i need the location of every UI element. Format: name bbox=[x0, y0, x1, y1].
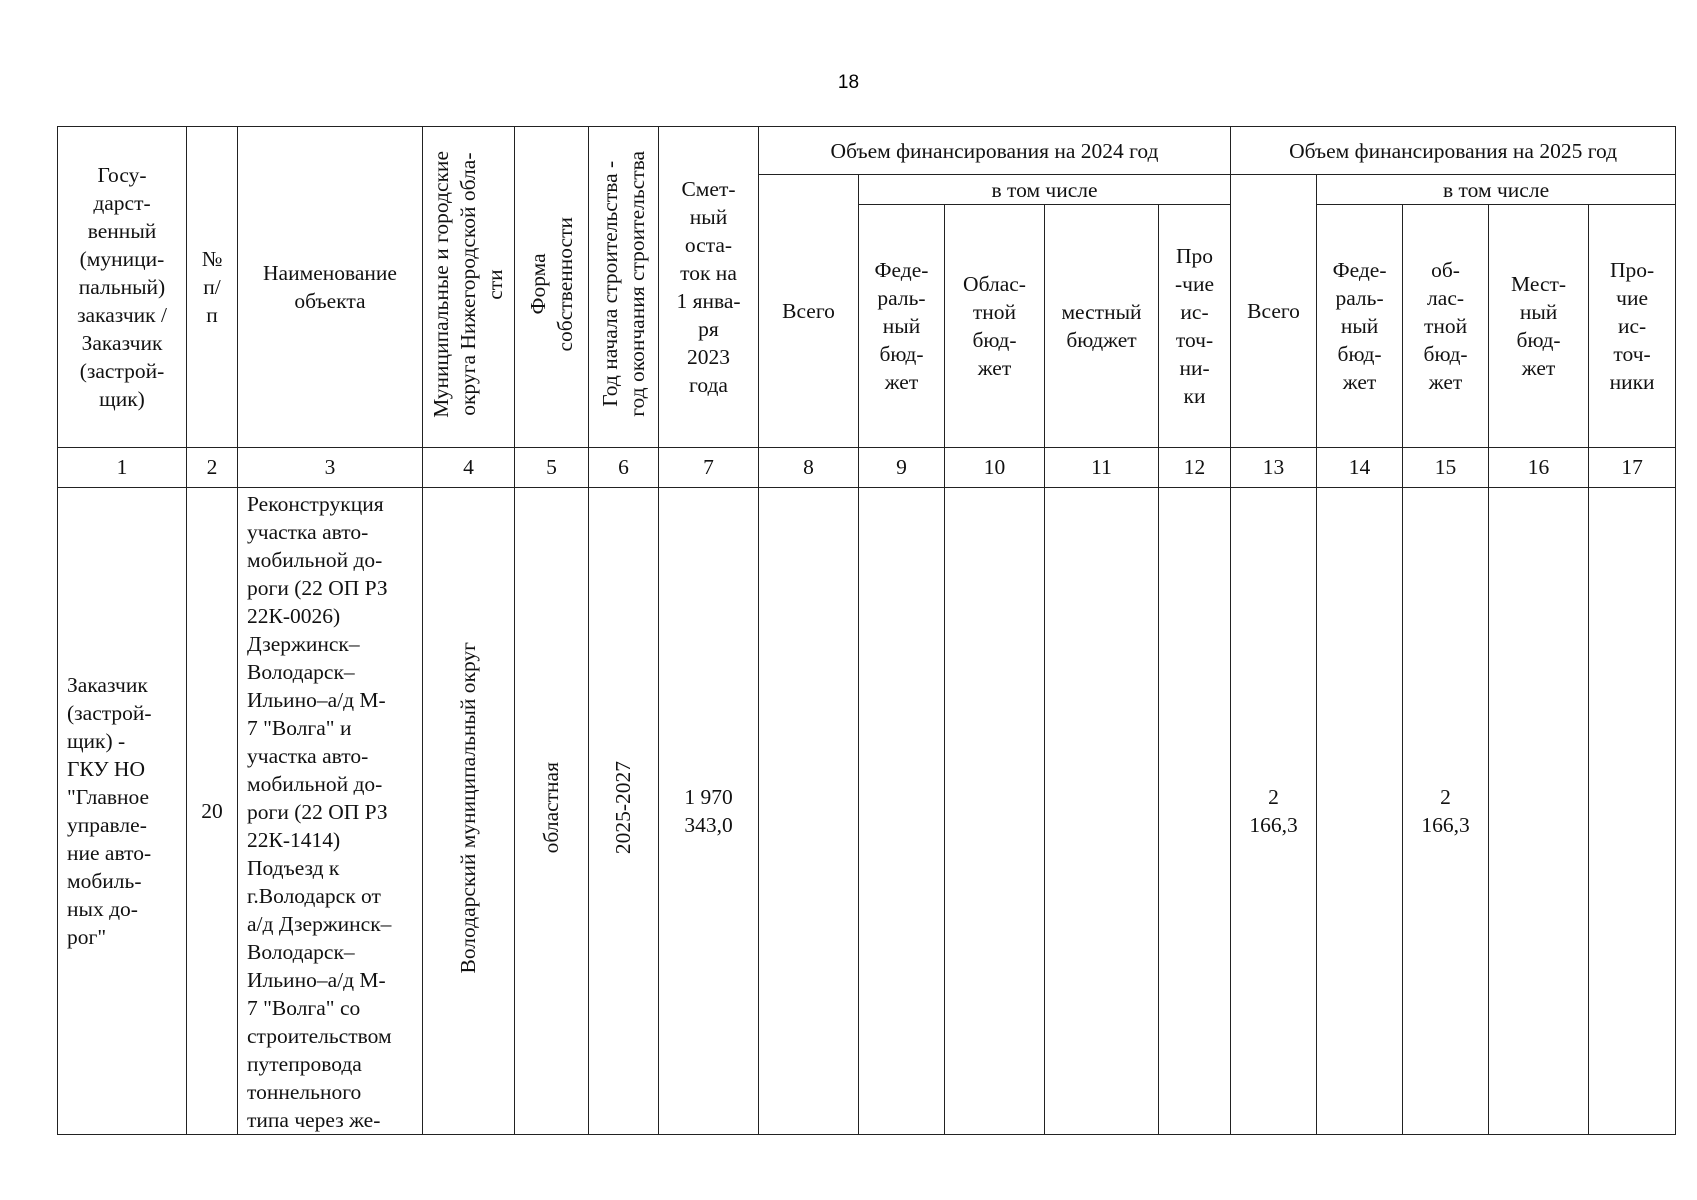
cell-regional-2025: 2 166,3 bbox=[1403, 488, 1489, 1135]
cell-estimate: 1 970 343,0 bbox=[659, 488, 759, 1135]
header-index: № п/ п bbox=[187, 127, 238, 448]
column-number: 4 bbox=[423, 448, 515, 488]
header-years: Год начала строительства - год окончания строительства bbox=[589, 127, 659, 448]
header-total-2025: Всего bbox=[1231, 175, 1317, 448]
cell-federal-2025 bbox=[1317, 488, 1403, 1135]
page-number: 18 bbox=[837, 72, 860, 93]
header-local-2025: Мест- ный бюд- жет bbox=[1489, 205, 1589, 448]
column-number: 10 bbox=[945, 448, 1045, 488]
cell-index: 20 bbox=[187, 488, 238, 1135]
column-number: 8 bbox=[759, 448, 859, 488]
header-total-2024: Всего bbox=[759, 175, 859, 448]
cell-total-2024 bbox=[759, 488, 859, 1135]
header-funding-2025: Объем финансирования на 2025 год bbox=[1231, 127, 1676, 175]
header-row-1 bbox=[58, 127, 1676, 175]
header-funding-2024: Объем финансирования на 2024 год bbox=[759, 127, 1231, 175]
column-number: 11 bbox=[1045, 448, 1159, 488]
header-customer: Госу- дарст- венный (муници- пальный) заказчик / Заказчик (застрой- щик) bbox=[58, 127, 187, 448]
header-regional-2024: Облас- тной бюд- жет bbox=[945, 205, 1045, 448]
cell-years: 2025-2027 bbox=[589, 488, 659, 1135]
header-including-2024: в том числе bbox=[859, 175, 1231, 205]
header-ownership: Форма собственности bbox=[515, 127, 589, 448]
header-other-2024: Про -чие ис- точ- ни- ки bbox=[1159, 205, 1231, 448]
cell-object-name: Реконструкция участка авто- мобильной до- роги (22 ОП РЗ 22К-0026) Дзержинск– Володарск– Ильино–а/д М- 7 "Волга" и участка авто- мобильной до- роги (22 ОП РЗ 22К-1414) Подъезд к г.Володарск от а/д Дзержинск– Володарск– Ильино–а/д М- 7 "Волга" со строительством путепровода тоннельного типа через же- bbox=[238, 488, 423, 1135]
column-number-row bbox=[58, 448, 1676, 488]
header-regional-2025: об- лас- тной бюд- жет bbox=[1403, 205, 1489, 448]
cell-local-2024 bbox=[1045, 488, 1159, 1135]
cell-customer: Заказчик (застрой- щик) - ГКУ НО "Главное управле- ние авто- мобиль- ных до- рог" bbox=[58, 488, 187, 1135]
cell-federal-2024 bbox=[859, 488, 945, 1135]
column-number: 13 bbox=[1231, 448, 1317, 488]
header-federal-2024: Феде- раль- ный бюд- жет bbox=[859, 205, 945, 448]
column-number: 9 bbox=[859, 448, 945, 488]
financing-table bbox=[57, 126, 1676, 1135]
header-other-2025: Про- чие ис- точ- ники bbox=[1589, 205, 1676, 448]
cell-municipality: Володарский муниципальный округ bbox=[423, 488, 515, 1135]
cell-regional-2024 bbox=[945, 488, 1045, 1135]
column-number: 17 bbox=[1589, 448, 1676, 488]
cell-total-2025: 2 166,3 bbox=[1231, 488, 1317, 1135]
header-municipality: Муниципальные и городские округа Нижегородской обла- сти bbox=[423, 127, 515, 448]
cell-local-2025 bbox=[1489, 488, 1589, 1135]
cell-other-2025 bbox=[1589, 488, 1676, 1135]
table-row bbox=[58, 488, 1676, 1135]
column-number: 15 bbox=[1403, 448, 1489, 488]
column-number: 12 bbox=[1159, 448, 1231, 488]
column-number: 1 bbox=[58, 448, 187, 488]
column-number: 16 bbox=[1489, 448, 1589, 488]
column-number: 14 bbox=[1317, 448, 1403, 488]
column-number: 3 bbox=[238, 448, 423, 488]
cell-other-2024 bbox=[1159, 488, 1231, 1135]
header-estimate: Смет- ный оста- ток на 1 янва- ря 2023 года bbox=[659, 127, 759, 448]
column-number: 2 bbox=[187, 448, 238, 488]
cell-ownership: областная bbox=[515, 488, 589, 1135]
header-local-2024: местный бюджет bbox=[1045, 205, 1159, 448]
column-number: 6 bbox=[589, 448, 659, 488]
column-number: 7 bbox=[659, 448, 759, 488]
header-object-name: Наименование объекта bbox=[238, 127, 423, 448]
header-federal-2025: Феде- раль- ный бюд- жет bbox=[1317, 205, 1403, 448]
column-number: 5 bbox=[515, 448, 589, 488]
header-including-2025: в том числе bbox=[1317, 175, 1676, 205]
